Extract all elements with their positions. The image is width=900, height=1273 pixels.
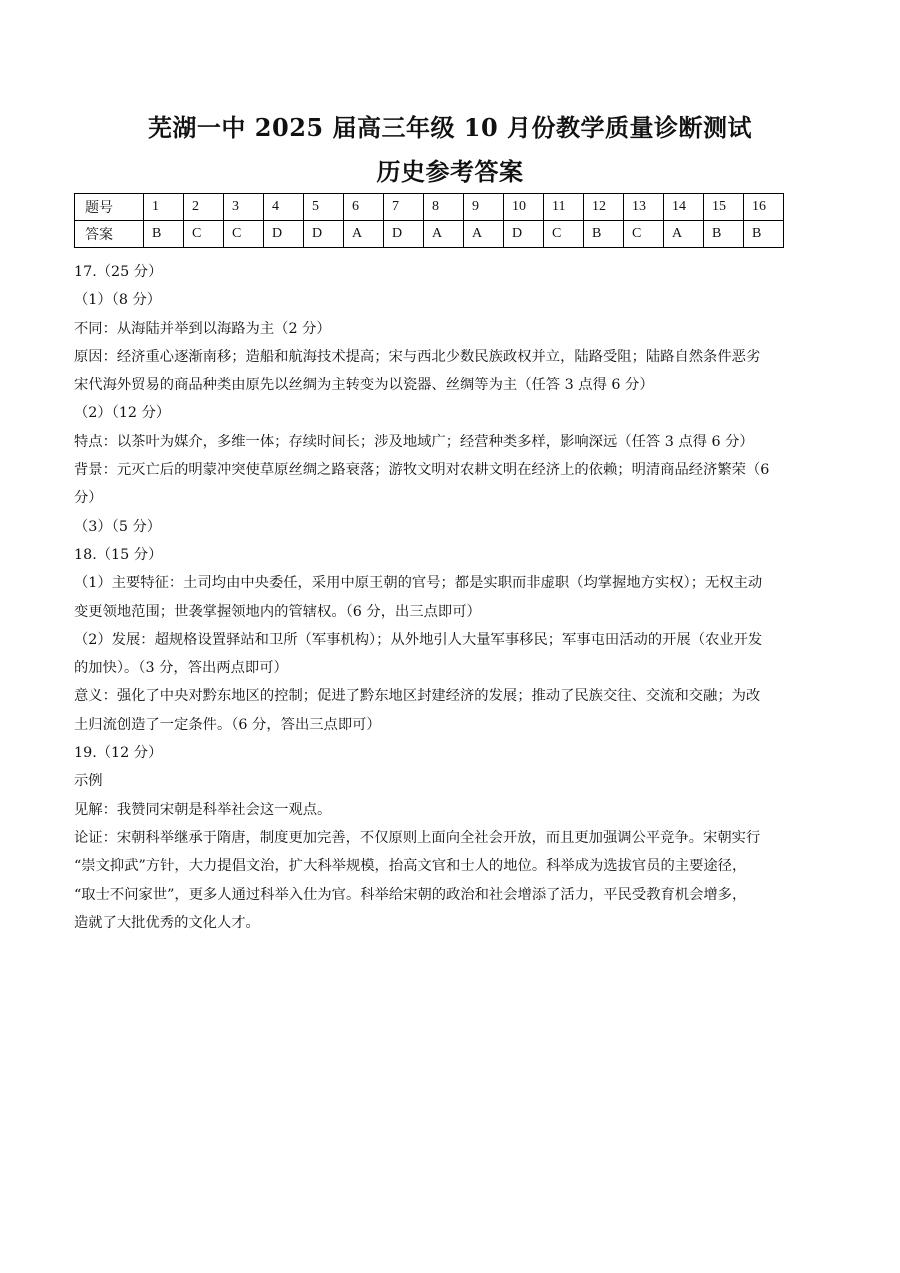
answer-line: “取士不问家世”，更多人通过科举入仕为官。科举给宋朝的政治和社会增添了活力，平民受教育机会增多， [74,886,747,903]
answer-line: 意义：强化了中央对黔东地区的控制；促进了黔东地区封建经济的发展；推动了民族交往、交流和交融；为改 [74,688,761,705]
question-number: 6 [344,194,384,221]
question-number: 3 [224,194,264,221]
answer-line: （1）主要特征：土司均由中央委任，采用中原王朝的官号；都是实职而非虚职（均掌握地方实权）；无权主动 [74,575,763,592]
question-number: 13 [624,194,664,221]
question-18-heading: 18.（15 分） [74,546,163,563]
question-number: 5 [304,194,344,221]
question-number: 11 [544,194,584,221]
answer-line: 见解：我赞同宋朝是科举社会这一观点。 [74,801,332,818]
answer-cell: D [304,221,344,248]
answer-line: “崇文抑武”方针，大力提倡文治，扩大科举规模，抬高文官和士人的地位。科举成为选拔官员的主要途径， [74,858,747,875]
answer-cell: B [584,221,624,248]
question-number: 7 [384,194,424,221]
answer-line: 论证：宋朝科举继承于隋唐，制度更加完善，不仅原则上面向全社会开放，而且更加强调公平竞争。宋朝实行 [74,829,761,846]
answer-line: 宋代海外贸易的商品种类由原先以丝绸为主转变为以瓷器、丝绸等为主（任答 3 点得 6 分） [74,377,654,394]
answer-line: 特点：以茶叶为媒介，多维一体；存续时间长；涉及地域广；经营种类多样，影响深远（任答 3 点得 6 分） [74,433,754,450]
answer-cell: D [264,221,304,248]
answer-line: 土归流创造了一定条件。（6 分，答出三点即可） [74,716,381,733]
question-number-row [75,194,784,221]
answer-line: 不同：从海陆并举到以海路为主（2 分） [74,320,331,337]
part-heading: （1）（8 分） [74,292,162,309]
answer-cell: B [744,221,784,248]
question-number: 2 [184,194,224,221]
answer-body [74,258,834,937]
answer-cell: A [344,221,384,248]
question-number-label: 题号 [75,194,144,221]
question-number: 12 [584,194,624,221]
question-number: 10 [504,194,544,221]
answer-cell: C [544,221,584,248]
answer-cell: D [384,221,424,248]
document-subtitle: 历史参考答案 [376,157,524,186]
answer-line: （2）发展：超规格设置驿站和卫所（军事机构）；从外地引人大量军事移民；军事屯田活动的开展（农业开发 [74,631,763,648]
question-number: 16 [744,194,784,221]
answer-cell: D [504,221,544,248]
answer-line: 原因：经济重心逐渐南移；造船和航海技术提高；宋与西北少数民族政权并立，陆路受阻；陆路自然条件恶劣 [74,348,761,365]
answer-cell: A [424,221,464,248]
answer-table [74,193,784,248]
answer-line: 分） [74,490,103,507]
answer-cell: C [184,221,224,248]
answer-cell: B [704,221,744,248]
question-number: 14 [664,194,704,221]
answer-row [75,221,784,248]
document-title: 芜湖一中 2025 届高三年级 10 月份教学质量诊断测试 [147,113,753,142]
question-17-heading: 17.（25 分） [74,264,163,280]
part-heading: （3）（5 分） [74,518,162,535]
question-number: 1 [144,194,184,221]
answer-label: 答案 [75,221,144,248]
answer-line: 的加快）。（3 分，答出两点即可） [74,660,288,677]
question-number: 9 [464,194,504,221]
answer-line: 变更领地范围；世袭掌握领地内的管辖权。（6 分，出三点即可） [74,603,481,620]
part-heading: （2）（12 分） [74,405,171,422]
answer-cell: A [464,221,504,248]
answer-cell: A [664,221,704,248]
answer-cell: B [144,221,184,248]
question-number: 8 [424,194,464,221]
answer-line: 示例 [74,773,103,790]
question-19-heading: 19.（12 分） [74,745,163,762]
question-number: 4 [264,194,304,221]
answer-cell: C [224,221,264,248]
answer-line: 造就了大批优秀的文化人才。 [74,914,260,931]
answer-cell: C [624,221,664,248]
answer-line: 背景：元灭亡后的明蒙冲突使草原丝绸之路衰落；游牧文明对农耕文明在经济上的依赖；明清商品经济繁荣（6 [74,462,770,479]
question-number: 15 [704,194,744,221]
